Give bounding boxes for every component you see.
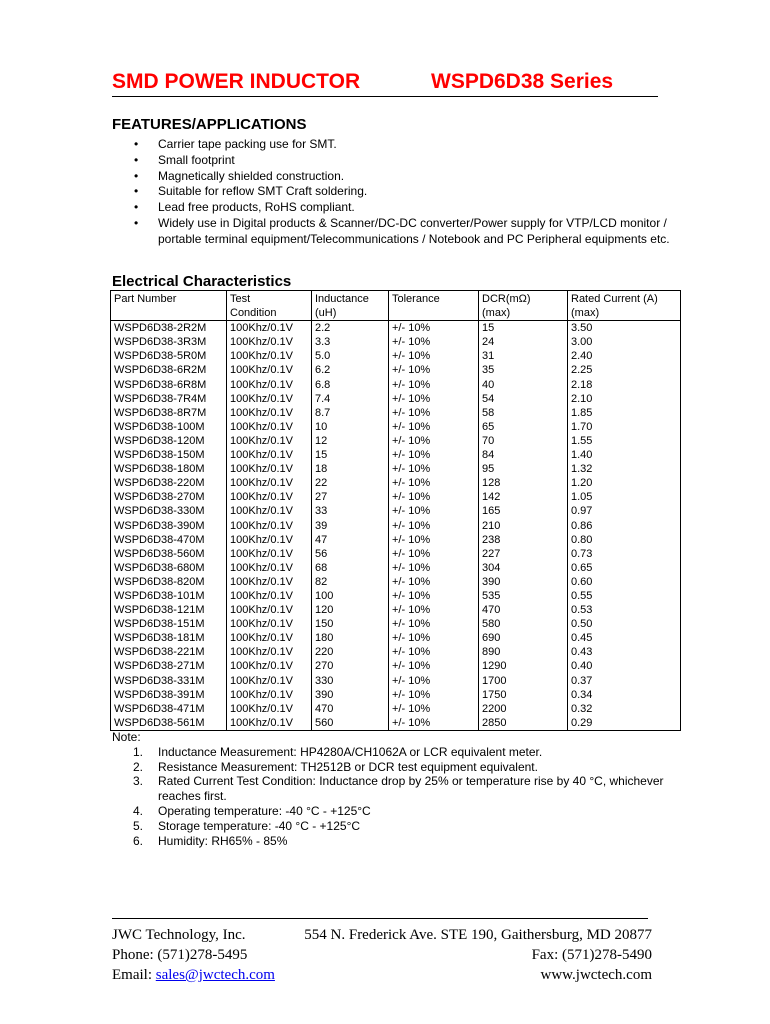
table-cell: 0.34 bbox=[568, 688, 681, 702]
note-item: 3. Rated Current Test Condition: Inductance drop by 25% or temperature rise by 40 °C, whichever reaches first. bbox=[133, 774, 664, 804]
note-item: 5. Storage temperature: -40 °C - +125°C bbox=[133, 818, 361, 833]
table-cell: 18 bbox=[312, 462, 389, 476]
table-cell: WSPD6D38-470M bbox=[111, 533, 227, 547]
column-header: Tolerance bbox=[389, 291, 479, 321]
column-header: Inductance (uH) bbox=[312, 291, 389, 321]
table-cell: 7.4 bbox=[312, 392, 389, 406]
table-cell: 3.00 bbox=[568, 335, 681, 349]
table-row bbox=[111, 617, 681, 631]
table-cell: 0.86 bbox=[568, 519, 681, 533]
table-cell: 95 bbox=[479, 462, 568, 476]
website[interactable]: www.jwctech.com bbox=[540, 967, 652, 983]
table-cell: WSPD6D38-180M bbox=[111, 462, 227, 476]
table-cell: 227 bbox=[479, 547, 568, 561]
bullet-icon: • bbox=[134, 200, 139, 215]
fax-number: Fax: (571)278-5490 bbox=[531, 947, 652, 963]
table-cell: +/- 10% bbox=[389, 702, 479, 716]
table-cell: 10 bbox=[312, 420, 389, 434]
note-label: Note: bbox=[112, 730, 141, 744]
table-cell: 100Khz/0.1V bbox=[227, 392, 312, 406]
table-cell: +/- 10% bbox=[389, 645, 479, 659]
table-cell: 100Khz/0.1V bbox=[227, 490, 312, 504]
company-name: JWC Technology, Inc. bbox=[112, 927, 246, 943]
table-cell: 100Khz/0.1V bbox=[227, 547, 312, 561]
table-cell: 142 bbox=[479, 490, 568, 504]
table-cell: 1290 bbox=[479, 659, 568, 673]
table-row bbox=[111, 321, 681, 336]
note-item: 1. Inductance Measurement: HP4280A/CH1062A or LCR equivalent meter. bbox=[133, 744, 543, 759]
feature-item bbox=[112, 200, 672, 216]
table-row bbox=[111, 504, 681, 518]
table-cell: 15 bbox=[479, 321, 568, 336]
table-row bbox=[111, 363, 681, 377]
table-cell: +/- 10% bbox=[389, 533, 479, 547]
table-cell: WSPD6D38-561M bbox=[111, 716, 227, 731]
table-cell: +/- 10% bbox=[389, 448, 479, 462]
table-cell: 100Khz/0.1V bbox=[227, 406, 312, 420]
table-cell: 100Khz/0.1V bbox=[227, 476, 312, 490]
table-cell: 70 bbox=[479, 434, 568, 448]
table-cell: 690 bbox=[479, 631, 568, 645]
table-row bbox=[111, 434, 681, 448]
note-item: 4. Operating temperature: -40 °C - +125°C bbox=[133, 803, 371, 818]
table-cell: 27 bbox=[312, 490, 389, 504]
table-cell: 390 bbox=[312, 688, 389, 702]
table-cell: 100Khz/0.1V bbox=[227, 561, 312, 575]
email-link[interactable]: sales@jwctech.com bbox=[155, 967, 275, 983]
feature-item bbox=[112, 137, 672, 153]
table-cell: 120 bbox=[312, 603, 389, 617]
table-cell: 390 bbox=[479, 575, 568, 589]
table-cell: WSPD6D38-7R4M bbox=[111, 392, 227, 406]
table-cell: 100Khz/0.1V bbox=[227, 363, 312, 377]
table-cell: 238 bbox=[479, 533, 568, 547]
table-cell: 24 bbox=[479, 335, 568, 349]
title-row bbox=[112, 70, 658, 97]
table-cell: 1.85 bbox=[568, 406, 681, 420]
table-cell: 0.40 bbox=[568, 659, 681, 673]
table-cell: 65 bbox=[479, 420, 568, 434]
table-cell: WSPD6D38-221M bbox=[111, 645, 227, 659]
note-text: Resistance Measurement: TH2512B or DCR test equipment equivalent. bbox=[158, 759, 538, 774]
table-cell: +/- 10% bbox=[389, 321, 479, 336]
footer bbox=[112, 925, 652, 985]
table-cell: 100Khz/0.1V bbox=[227, 349, 312, 363]
table-cell: 100 bbox=[312, 589, 389, 603]
table-cell: +/- 10% bbox=[389, 659, 479, 673]
table-cell: +/- 10% bbox=[389, 335, 479, 349]
table-row bbox=[111, 575, 681, 589]
table-cell: 100Khz/0.1V bbox=[227, 589, 312, 603]
table-cell: 0.29 bbox=[568, 716, 681, 731]
table-cell: WSPD6D38-270M bbox=[111, 490, 227, 504]
table-cell: 210 bbox=[479, 519, 568, 533]
table-cell: 47 bbox=[312, 533, 389, 547]
table-cell: 3.50 bbox=[568, 321, 681, 336]
table-cell: 2.25 bbox=[568, 363, 681, 377]
table-row bbox=[111, 589, 681, 603]
table-cell: 15 bbox=[312, 448, 389, 462]
table-row bbox=[111, 378, 681, 392]
table-cell: 100Khz/0.1V bbox=[227, 519, 312, 533]
table-cell: +/- 10% bbox=[389, 392, 479, 406]
table-cell: 8.7 bbox=[312, 406, 389, 420]
table-cell: 100Khz/0.1V bbox=[227, 321, 312, 336]
table-cell: +/- 10% bbox=[389, 716, 479, 731]
table-cell: 165 bbox=[479, 504, 568, 518]
table-cell: 6.8 bbox=[312, 378, 389, 392]
table-cell: +/- 10% bbox=[389, 575, 479, 589]
feature-text: Widely use in Digital products & Scanner/DC-DC converter/Power supply for VTP/LCD monitor / portable terminal equipment/Telecommunications / Notebook and PC Peripheral equipments etc. bbox=[158, 215, 670, 246]
table-cell: 2.40 bbox=[568, 349, 681, 363]
table-row bbox=[111, 476, 681, 490]
table-cell: 580 bbox=[479, 617, 568, 631]
table-cell: 560 bbox=[312, 716, 389, 731]
table-cell: 0.37 bbox=[568, 674, 681, 688]
table-row bbox=[111, 631, 681, 645]
table-cell: 56 bbox=[312, 547, 389, 561]
table-cell: +/- 10% bbox=[389, 688, 479, 702]
table-row bbox=[111, 349, 681, 363]
table-row bbox=[111, 561, 681, 575]
note-item: 6. Humidity: RH65% - 85% bbox=[133, 833, 288, 848]
table-cell: WSPD6D38-680M bbox=[111, 561, 227, 575]
table-row bbox=[111, 448, 681, 462]
table-cell: 0.73 bbox=[568, 547, 681, 561]
note-item: 2. Resistance Measurement: TH2512B or DCR test equipment equivalent. bbox=[133, 759, 538, 774]
table-cell: 470 bbox=[312, 702, 389, 716]
table-cell: 100Khz/0.1V bbox=[227, 631, 312, 645]
table-cell: 0.50 bbox=[568, 617, 681, 631]
table-cell: WSPD6D38-560M bbox=[111, 547, 227, 561]
feature-text: Carrier tape packing use for SMT. bbox=[158, 137, 337, 151]
table-row bbox=[111, 547, 681, 561]
table-row bbox=[111, 645, 681, 659]
table-row bbox=[111, 603, 681, 617]
table-header-row bbox=[111, 291, 681, 321]
note-text: Inductance Measurement: HP4280A/CH1062A or LCR equivalent meter. bbox=[158, 744, 543, 759]
table-cell: WSPD6D38-151M bbox=[111, 617, 227, 631]
product-title: SMD POWER INDUCTOR bbox=[112, 70, 361, 93]
table-cell: 0.55 bbox=[568, 589, 681, 603]
table-cell: WSPD6D38-331M bbox=[111, 674, 227, 688]
features-heading: FEATURES/APPLICATIONS bbox=[112, 116, 307, 133]
feature-text: Small footprint bbox=[158, 152, 235, 167]
table-cell: 22 bbox=[312, 476, 389, 490]
table-cell: WSPD6D38-6R8M bbox=[111, 378, 227, 392]
table-cell: 100Khz/0.1V bbox=[227, 645, 312, 659]
table-cell: 100Khz/0.1V bbox=[227, 335, 312, 349]
table-cell: +/- 10% bbox=[389, 434, 479, 448]
table-row bbox=[111, 519, 681, 533]
feature-text: Magnetically shielded construction. bbox=[158, 168, 345, 183]
bullet-icon: • bbox=[134, 215, 139, 230]
table-cell: WSPD6D38-150M bbox=[111, 448, 227, 462]
series-title: WSPD6D38 Series bbox=[431, 70, 614, 93]
column-header: Test Condition bbox=[227, 291, 312, 321]
table-cell: 33 bbox=[312, 504, 389, 518]
table-row bbox=[111, 716, 681, 731]
table-row bbox=[111, 659, 681, 673]
feature-item bbox=[112, 216, 672, 248]
table-cell: 128 bbox=[479, 476, 568, 490]
table-cell: 2.10 bbox=[568, 392, 681, 406]
table-cell: 100Khz/0.1V bbox=[227, 420, 312, 434]
table-cell: WSPD6D38-271M bbox=[111, 659, 227, 673]
column-header: Rated Current (A) (max) bbox=[568, 291, 681, 321]
table-cell: 2.18 bbox=[568, 378, 681, 392]
table-cell: 0.97 bbox=[568, 504, 681, 518]
table-cell: +/- 10% bbox=[389, 519, 479, 533]
table-cell: +/- 10% bbox=[389, 603, 479, 617]
bullet-icon: • bbox=[134, 168, 139, 183]
table-cell: WSPD6D38-220M bbox=[111, 476, 227, 490]
email-line: Email: sales@jwctech.com bbox=[112, 967, 275, 983]
table-cell: +/- 10% bbox=[389, 476, 479, 490]
table-cell: WSPD6D38-6R2M bbox=[111, 363, 227, 377]
table-cell: 470 bbox=[479, 603, 568, 617]
table-cell: 304 bbox=[479, 561, 568, 575]
table-cell: +/- 10% bbox=[389, 504, 479, 518]
table-cell: 1.40 bbox=[568, 448, 681, 462]
table-cell: 100Khz/0.1V bbox=[227, 462, 312, 476]
table-cell: 0.65 bbox=[568, 561, 681, 575]
table-cell: 54 bbox=[479, 392, 568, 406]
table-cell: 31 bbox=[479, 349, 568, 363]
table-cell: 220 bbox=[312, 645, 389, 659]
notes bbox=[112, 730, 672, 848]
table-cell: WSPD6D38-8R7M bbox=[111, 406, 227, 420]
table-cell: WSPD6D38-181M bbox=[111, 631, 227, 645]
table-cell: +/- 10% bbox=[389, 363, 479, 377]
table-cell: WSPD6D38-5R0M bbox=[111, 349, 227, 363]
table-cell: 1.32 bbox=[568, 462, 681, 476]
bullet-icon: • bbox=[134, 152, 139, 167]
table-cell: 150 bbox=[312, 617, 389, 631]
table-cell: WSPD6D38-330M bbox=[111, 504, 227, 518]
table-cell: 39 bbox=[312, 519, 389, 533]
table-cell: +/- 10% bbox=[389, 378, 479, 392]
table-cell: 1.20 bbox=[568, 476, 681, 490]
table-cell: 2850 bbox=[479, 716, 568, 731]
table-cell: +/- 10% bbox=[389, 561, 479, 575]
phone-number: Phone: (571)278-5495 bbox=[112, 947, 248, 963]
table-cell: 100Khz/0.1V bbox=[227, 659, 312, 673]
table-row bbox=[111, 462, 681, 476]
table-cell: WSPD6D38-471M bbox=[111, 702, 227, 716]
table-cell: 180 bbox=[312, 631, 389, 645]
table-cell: 100Khz/0.1V bbox=[227, 702, 312, 716]
column-header: DCR(mΩ) (max) bbox=[479, 291, 568, 321]
table-cell: +/- 10% bbox=[389, 547, 479, 561]
table-cell: 100Khz/0.1V bbox=[227, 617, 312, 631]
table-cell: +/- 10% bbox=[389, 617, 479, 631]
table-cell: 2200 bbox=[479, 702, 568, 716]
table-row bbox=[111, 688, 681, 702]
table-cell: +/- 10% bbox=[389, 674, 479, 688]
table-cell: +/- 10% bbox=[389, 406, 479, 420]
feature-item bbox=[112, 153, 672, 169]
table-cell: 0.53 bbox=[568, 603, 681, 617]
bullet-icon: • bbox=[134, 184, 139, 199]
table-row bbox=[111, 702, 681, 716]
feature-text: Lead free products, RoHS compliant. bbox=[158, 200, 355, 215]
table-cell: 6.2 bbox=[312, 363, 389, 377]
table-cell: WSPD6D38-390M bbox=[111, 519, 227, 533]
table-cell: 0.80 bbox=[568, 533, 681, 547]
table-cell: 890 bbox=[479, 645, 568, 659]
electrical-heading: Electrical Characteristics bbox=[112, 273, 292, 290]
notes-list bbox=[112, 745, 672, 849]
table-cell: 1.55 bbox=[568, 434, 681, 448]
table-cell: 1750 bbox=[479, 688, 568, 702]
table-cell: 535 bbox=[479, 589, 568, 603]
table-row bbox=[111, 392, 681, 406]
table-cell: 100Khz/0.1V bbox=[227, 603, 312, 617]
note-text: Rated Current Test Condition: Inductance drop by 25% or temperature rise by 40 °C, whichever reaches first. bbox=[158, 774, 664, 804]
column-header: Part Number bbox=[111, 291, 227, 321]
table-cell: 100Khz/0.1V bbox=[227, 434, 312, 448]
table-cell: 100Khz/0.1V bbox=[227, 378, 312, 392]
feature-item bbox=[112, 169, 672, 185]
table-cell: WSPD6D38-121M bbox=[111, 603, 227, 617]
table-cell: WSPD6D38-391M bbox=[111, 688, 227, 702]
table-cell: 100Khz/0.1V bbox=[227, 448, 312, 462]
bullet-icon: • bbox=[134, 137, 139, 151]
table-cell: 330 bbox=[312, 674, 389, 688]
table-cell: 100Khz/0.1V bbox=[227, 688, 312, 702]
table-cell: WSPD6D38-2R2M bbox=[111, 321, 227, 336]
table-cell: +/- 10% bbox=[389, 349, 479, 363]
table-cell: +/- 10% bbox=[389, 490, 479, 504]
company-address: 554 N. Frederick Ave. STE 190, Gaithersburg, MD 20877 bbox=[304, 927, 652, 943]
table-cell: 82 bbox=[312, 575, 389, 589]
table-cell: WSPD6D38-820M bbox=[111, 575, 227, 589]
electrical-table bbox=[110, 290, 681, 731]
table-cell: 270 bbox=[312, 659, 389, 673]
table-row bbox=[111, 420, 681, 434]
table-body bbox=[111, 321, 681, 731]
table-cell: 35 bbox=[479, 363, 568, 377]
table-cell: 1.70 bbox=[568, 420, 681, 434]
table-cell: WSPD6D38-120M bbox=[111, 434, 227, 448]
table-cell: +/- 10% bbox=[389, 462, 479, 476]
table-cell: 100Khz/0.1V bbox=[227, 575, 312, 589]
table-cell: 2.2 bbox=[312, 321, 389, 336]
footer-divider bbox=[112, 918, 648, 919]
table-cell: 68 bbox=[312, 561, 389, 575]
note-text: Storage temperature: -40 °C - +125°C bbox=[158, 818, 361, 833]
table-cell: 0.43 bbox=[568, 645, 681, 659]
table-cell: 100Khz/0.1V bbox=[227, 533, 312, 547]
table-cell: +/- 10% bbox=[389, 420, 479, 434]
table-cell: WSPD6D38-3R3M bbox=[111, 335, 227, 349]
table-cell: 100Khz/0.1V bbox=[227, 674, 312, 688]
table-row bbox=[111, 674, 681, 688]
table-row bbox=[111, 533, 681, 547]
table-cell: 12 bbox=[312, 434, 389, 448]
features-list bbox=[112, 137, 672, 248]
table-cell: 0.45 bbox=[568, 631, 681, 645]
table-cell: 0.32 bbox=[568, 702, 681, 716]
feature-item bbox=[112, 184, 672, 200]
table-cell: 84 bbox=[479, 448, 568, 462]
table-cell: 0.60 bbox=[568, 575, 681, 589]
table-cell: 3.3 bbox=[312, 335, 389, 349]
table-cell: +/- 10% bbox=[389, 589, 479, 603]
table-row bbox=[111, 335, 681, 349]
table-cell: 40 bbox=[479, 378, 568, 392]
table-cell: WSPD6D38-101M bbox=[111, 589, 227, 603]
table-cell: +/- 10% bbox=[389, 631, 479, 645]
feature-text: Suitable for reflow SMT Craft soldering. bbox=[158, 184, 368, 199]
table-row bbox=[111, 490, 681, 504]
table-row bbox=[111, 406, 681, 420]
table-cell: 58 bbox=[479, 406, 568, 420]
note-text: Operating temperature: -40 °C - +125°C bbox=[158, 803, 371, 818]
table-cell: 1700 bbox=[479, 674, 568, 688]
table-cell: 100Khz/0.1V bbox=[227, 504, 312, 518]
table-cell: 100Khz/0.1V bbox=[227, 716, 312, 731]
table-cell: 1.05 bbox=[568, 490, 681, 504]
table-cell: 5.0 bbox=[312, 349, 389, 363]
note-text: Humidity: RH65% - 85% bbox=[158, 833, 288, 848]
table-cell: WSPD6D38-100M bbox=[111, 420, 227, 434]
